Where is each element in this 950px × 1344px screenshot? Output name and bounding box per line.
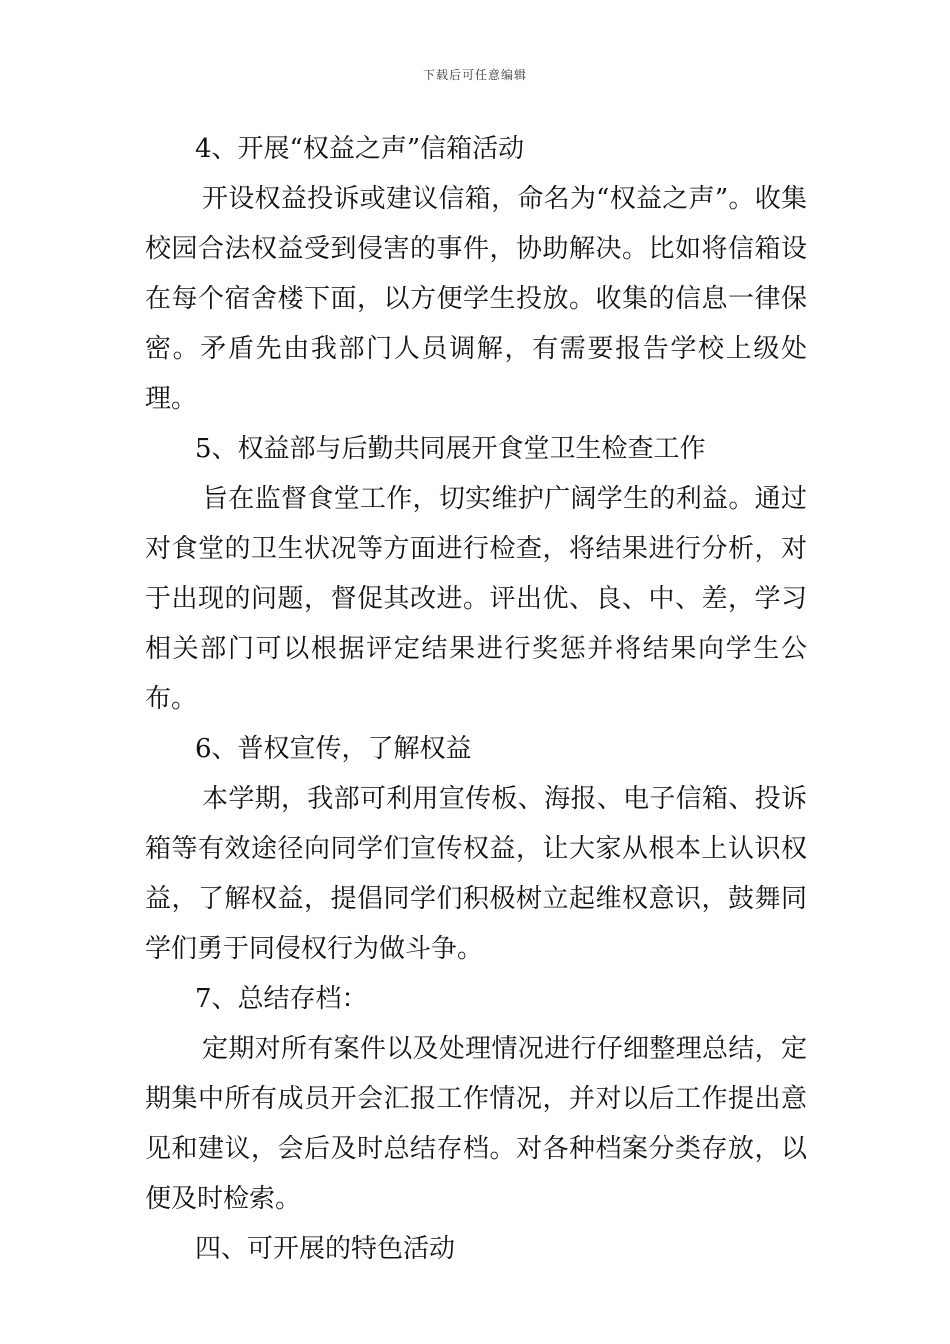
section-heading-special-activities: 四、可开展的特色活动 <box>195 1234 456 1264</box>
paragraph-canteen: 旨在监督食堂工作，切实维护广阔学生的利益。通过对食堂的卫生状况等方面进行检查，将结果进行分析，对于出现的问题，督促其改进。评出优、良、中、差，学习相关部门可以根据评定结果进行奖惩并将结果向学生公布。 <box>145 484 807 714</box>
section-heading-mailbox: 4、开展“权益之声”信箱活动 <box>195 134 525 164</box>
section-heading-canteen: 5、权益部与后勤共同展开食堂卫生检查工作 <box>195 434 706 464</box>
paragraph-mailbox: 开设权益投诉或建议信箱，命名为“权益之声”。收集校园合法权益受到侵害的事件，协助解决。比如将信箱设在每个宿舍楼下面，以方便学生投放。收集的信息一律保密。矛盾先由我部门人员调解，有需要报告学校上级处理。 <box>145 184 807 414</box>
section-heading-publicity: 6、普权宣传，了解权益 <box>195 734 472 764</box>
section-heading-archive: 7、总结存档： <box>195 984 368 1014</box>
paragraph-archive: 定期对所有案件以及处理情况进行仔细整理总结，定期集中所有成员开会汇报工作情况，并对以后工作提出意见和建议，会后及时总结存档。对各种档案分类存放，以便及时检索。 <box>145 1034 807 1214</box>
page-header-note: 下载后可任意编辑 <box>422 68 527 82</box>
document-body <box>145 124 807 1274</box>
paragraph-publicity: 本学期，我部可利用宣传板、海报、电子信箱、投诉箱等有效途径向同学们宣传权益，让大家从根本上认识权益，了解权益，提倡同学们积极树立起维权意识，鼓舞同学们勇于同侵权行为做斗争。 <box>145 784 807 964</box>
